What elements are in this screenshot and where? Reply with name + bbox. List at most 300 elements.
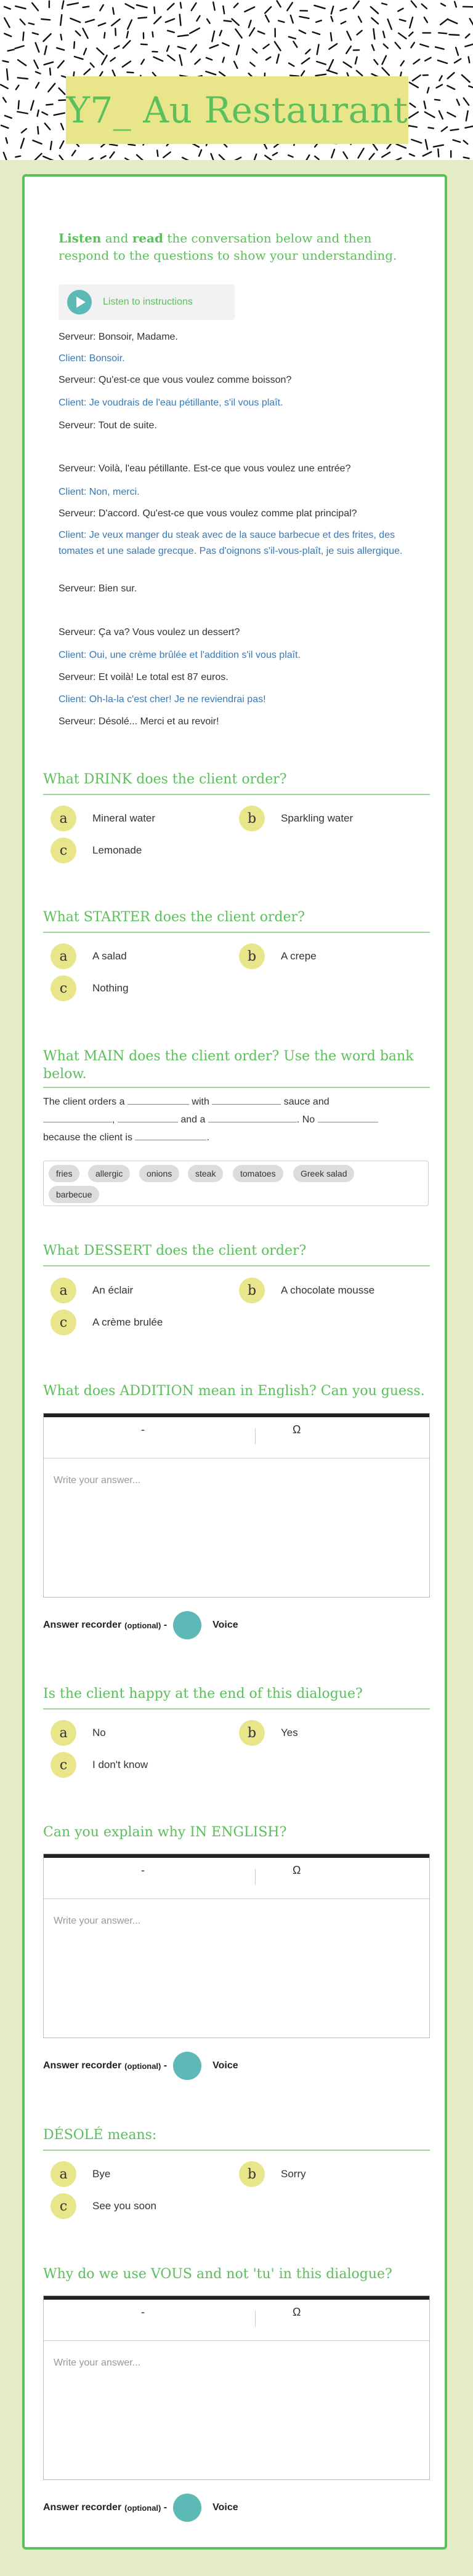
confetti-dash xyxy=(99,23,105,26)
blank-input[interactable] xyxy=(318,1111,378,1122)
option-q6-c[interactable] xyxy=(51,1752,148,1778)
blank-input[interactable] xyxy=(208,1111,297,1122)
answer-placeholder: Write your answer... xyxy=(54,2358,141,2368)
toolbar-divider xyxy=(255,1869,256,1885)
special-characters-icon[interactable]: Ω xyxy=(293,2306,301,2318)
confetti-dash xyxy=(287,2,293,10)
confetti-dash xyxy=(125,158,130,160)
confetti-dash xyxy=(448,20,457,23)
confetti-dash xyxy=(154,17,161,23)
confetti-dash xyxy=(86,158,92,160)
confetti-dash xyxy=(15,156,20,158)
answer-editor[interactable] xyxy=(43,1413,430,1598)
confetti-dash xyxy=(91,63,94,67)
confetti-dash xyxy=(329,44,337,49)
answer-placeholder: Write your answer... xyxy=(54,1475,141,1486)
confetti-dash xyxy=(168,4,174,10)
special-characters-icon[interactable]: Ω xyxy=(293,1864,301,1876)
option-label: Mineral water xyxy=(92,812,156,824)
confetti-dash xyxy=(16,86,19,90)
question-title-explain: Can you explain why IN ENGLISH? xyxy=(43,1825,287,1840)
confetti-dash xyxy=(346,46,351,54)
confetti-dash xyxy=(245,7,254,12)
option-q8-b[interactable] xyxy=(239,2161,306,2187)
confetti-dash xyxy=(36,72,41,74)
blank-input[interactable] xyxy=(212,1093,281,1105)
confetti-dash xyxy=(464,158,469,159)
confetti-dash xyxy=(219,72,225,76)
confetti-dash xyxy=(212,31,214,42)
confetti-dash xyxy=(331,150,334,158)
confetti-dash xyxy=(32,3,38,10)
record-voice-button[interactable] xyxy=(173,2052,201,2080)
confetti-dash xyxy=(401,61,404,66)
confetti-dash xyxy=(411,42,414,47)
intro-listen: Listen xyxy=(59,231,102,246)
confetti-dash xyxy=(195,59,200,64)
confetti-dash xyxy=(102,55,107,65)
word-chip[interactable]: steak xyxy=(188,1165,223,1182)
confetti-dash xyxy=(426,140,427,149)
option-label: Sparkling water xyxy=(281,812,354,824)
option-letter-badge: b xyxy=(239,2161,265,2187)
confetti-dash xyxy=(54,113,65,116)
option-letter-badge: c xyxy=(51,975,76,1001)
confetti-dash xyxy=(235,158,241,160)
confetti-dash xyxy=(249,28,254,36)
option-letter-badge: a xyxy=(51,1278,76,1303)
confetti-dash xyxy=(382,153,390,158)
confetti-dash xyxy=(413,60,419,64)
confetti-dash xyxy=(126,4,134,8)
confetti-dash xyxy=(434,145,443,147)
option-q8-a[interactable] xyxy=(51,2161,110,2187)
confetti-dash xyxy=(371,7,378,14)
option-q6-b[interactable] xyxy=(239,1720,298,1746)
confetti-dash xyxy=(400,20,406,22)
confetti-dash xyxy=(439,76,442,81)
question-divider xyxy=(43,2150,430,2151)
confetti-dash xyxy=(59,88,65,94)
option-q4-a[interactable] xyxy=(51,1278,133,1303)
confetti-dash xyxy=(196,16,200,21)
confetti-dash xyxy=(449,34,459,35)
confetti-dash xyxy=(101,156,106,158)
option-q1-a[interactable] xyxy=(51,806,155,831)
confetti-dash xyxy=(4,153,7,160)
confetti-dash xyxy=(448,73,455,79)
header-banner xyxy=(0,0,473,160)
confetti-dash xyxy=(394,158,402,160)
confetti-dash xyxy=(372,45,374,50)
option-label: Sorry xyxy=(281,2168,306,2180)
confetti-dash xyxy=(289,37,296,39)
recorder-dash: - xyxy=(163,2060,168,2071)
confetti-dash xyxy=(113,70,115,76)
confetti-dash xyxy=(58,61,64,68)
voice-label: Voice xyxy=(212,2502,238,2513)
recorder-label: Answer recorder xyxy=(43,1620,122,1630)
record-voice-button[interactable] xyxy=(173,2494,201,2522)
confetti-dash xyxy=(223,6,224,14)
confetti-dash xyxy=(357,71,362,76)
confetti-dash xyxy=(33,33,38,34)
blank-input[interactable] xyxy=(43,1111,112,1122)
option-q4-c[interactable] xyxy=(51,1310,163,1335)
listen-instructions-button[interactable] xyxy=(59,284,235,320)
listen-label: Listen to instructions xyxy=(103,297,193,307)
confetti-dash xyxy=(36,82,39,88)
confetti-dash xyxy=(111,19,120,26)
confetti-dash xyxy=(48,84,55,92)
confetti-dash xyxy=(232,19,239,25)
question-title-drink: What DRINK does the client order? xyxy=(43,772,287,787)
confetti-dash xyxy=(265,156,271,160)
cloze-text: with xyxy=(192,1097,209,1107)
word-chip[interactable]: Greek salad xyxy=(293,1165,354,1182)
intro-and: and xyxy=(101,231,132,246)
confetti-dash xyxy=(424,102,426,109)
confetti-dash xyxy=(435,47,444,49)
confetti-dash xyxy=(370,154,374,159)
confetti-dash xyxy=(207,19,210,23)
confetti-dash xyxy=(265,15,269,22)
confetti-dash xyxy=(275,42,281,50)
confetti-dash xyxy=(180,55,182,65)
confetti-dash xyxy=(137,155,145,160)
intro-instructions xyxy=(59,230,422,264)
minus-icon[interactable]: - xyxy=(141,2306,145,2318)
confetti-dash xyxy=(249,20,251,27)
option-label: I don't know xyxy=(92,1759,148,1770)
confetti-dash xyxy=(220,31,222,36)
confetti-dash xyxy=(451,129,459,130)
cloze-text: and a xyxy=(180,1114,206,1125)
confetti-dash xyxy=(469,57,470,63)
confetti-dash xyxy=(168,31,174,33)
answer-placeholder: Write your answer... xyxy=(54,1916,141,1926)
confetti-dash xyxy=(265,7,271,13)
option-label: Bye xyxy=(92,2168,111,2180)
confetti-dash xyxy=(60,141,63,148)
recorder-optional: (optional) xyxy=(124,1620,161,1630)
confetti-dash xyxy=(29,23,34,25)
confetti-dash xyxy=(115,28,116,35)
confetti-dash xyxy=(167,46,169,52)
cloze-text: because the client is xyxy=(43,1132,132,1143)
confetti-dash xyxy=(43,156,53,160)
confetti-dash xyxy=(453,140,461,142)
confetti-dash xyxy=(222,43,228,46)
confetti-dash xyxy=(46,104,53,105)
confetti-dash xyxy=(15,6,25,9)
option-letter-badge: b xyxy=(239,1278,265,1303)
dialogue-line: Serveur: Bonsoir, Madame. xyxy=(59,332,178,342)
confetti-dash xyxy=(31,101,33,110)
confetti-dash xyxy=(409,112,418,118)
confetti-dash xyxy=(455,2,456,7)
confetti-dash xyxy=(182,158,189,160)
confetti-dash xyxy=(438,60,447,63)
option-label: A salad xyxy=(92,950,127,962)
option-letter-badge: c xyxy=(51,1310,76,1335)
confetti-dash xyxy=(18,78,28,79)
confetti-dash xyxy=(45,46,47,55)
confetti-dash xyxy=(128,145,135,146)
confetti-dash xyxy=(448,113,456,117)
confetti-dash xyxy=(441,4,445,6)
confetti-dash xyxy=(18,101,19,109)
confetti-dash xyxy=(115,46,119,49)
answer-recorder xyxy=(43,2052,238,2080)
confetti-dash xyxy=(62,1,64,9)
option-q8-c[interactable] xyxy=(51,2193,156,2219)
confetti-dash xyxy=(358,148,364,158)
editor-toolbar xyxy=(44,2296,429,2341)
dialogue-line: Serveur: D'accord. Qu'est-ce que vous voulez comme plat principal? xyxy=(59,508,357,519)
confetti-dash xyxy=(299,17,309,18)
dialogue-line: Client: Oui, une crème brûlée et l'addition s'il vous plaît. xyxy=(59,650,301,660)
confetti-dash xyxy=(278,21,284,23)
option-label: An éclair xyxy=(92,1284,134,1296)
confetti-dash xyxy=(327,70,337,73)
confetti-dash xyxy=(470,18,473,25)
confetti-dash xyxy=(3,61,9,62)
word-chip[interactable]: barbecue xyxy=(49,1186,99,1203)
confetti-dash xyxy=(33,140,41,144)
confetti-dash xyxy=(277,1,281,7)
confetti-dash xyxy=(425,112,435,118)
confetti-dash xyxy=(466,34,470,38)
option-q1-c[interactable] xyxy=(51,838,142,863)
confetti-dash xyxy=(410,17,413,28)
confetti-dash xyxy=(299,30,305,33)
record-voice-button[interactable] xyxy=(173,1611,201,1639)
confetti-dash xyxy=(57,48,64,50)
option-letter-badge: a xyxy=(51,2161,76,2187)
confetti-dash xyxy=(301,71,304,76)
confetti-dash xyxy=(75,57,83,59)
confetti-dash xyxy=(398,9,403,12)
confetti-dash xyxy=(235,29,241,38)
confetti-dash xyxy=(104,33,105,38)
option-letter-badge: c xyxy=(51,838,76,863)
recorder-optional: (optional) xyxy=(124,2503,161,2513)
confetti-dash xyxy=(428,127,434,128)
confetti-dash xyxy=(213,2,215,10)
confetti-dash xyxy=(234,4,238,8)
option-q1-b[interactable] xyxy=(239,806,353,831)
word-chip[interactable]: tomatoes xyxy=(233,1165,283,1182)
confetti-dash xyxy=(250,63,254,66)
confetti-dash xyxy=(388,19,392,29)
play-icon xyxy=(67,290,92,314)
dialogue-line: Client: Bonsoir. xyxy=(59,353,125,364)
option-label: Nothing xyxy=(92,982,129,994)
editor-toolbar xyxy=(44,1854,429,1899)
confetti-dash xyxy=(178,47,185,49)
confetti-dash xyxy=(76,31,80,36)
recorder-label: Answer recorder xyxy=(43,2502,122,2513)
word-chip[interactable]: fries xyxy=(49,1165,79,1182)
confetti-dash xyxy=(289,63,294,66)
option-label: See you soon xyxy=(92,2200,156,2212)
confetti-dash xyxy=(383,31,385,38)
confetti-dash xyxy=(123,62,131,67)
confetti-dash xyxy=(316,74,326,76)
cloze-text: The client orders a xyxy=(43,1097,125,1107)
confetti-dash xyxy=(86,20,94,22)
confetti-dash xyxy=(382,56,386,65)
recorder-optional: (optional) xyxy=(124,2061,161,2071)
recorder-label: Answer recorder xyxy=(43,2060,122,2071)
confetti-dash xyxy=(234,62,237,68)
confetti-dash xyxy=(355,57,357,64)
blank-input[interactable] xyxy=(118,1111,178,1122)
confetti-dash xyxy=(382,68,389,75)
question-divider xyxy=(43,1265,430,1266)
option-q2-c[interactable] xyxy=(51,975,129,1001)
word-chip[interactable]: allergic xyxy=(88,1165,130,1182)
confetti-dash xyxy=(293,41,297,47)
confetti-dash xyxy=(341,22,346,24)
confetti-dash xyxy=(277,54,279,63)
confetti-dash xyxy=(258,31,265,34)
confetti-dash xyxy=(219,155,225,160)
confetti-dash xyxy=(343,152,347,158)
confetti-dash xyxy=(110,152,115,158)
confetti-dash xyxy=(425,58,431,61)
confetti-dash xyxy=(424,17,427,22)
voice-label: Voice xyxy=(212,1620,238,1630)
option-q6-a[interactable] xyxy=(51,1720,106,1746)
confetti-dash xyxy=(42,112,47,114)
blank-input[interactable] xyxy=(127,1093,189,1105)
confetti-dash xyxy=(83,28,88,38)
confetti-dash xyxy=(34,154,42,160)
confetti-dash xyxy=(38,110,39,116)
dialogue-line: Client: Je voudrais de l'eau pétillante, s'il vous plaît. xyxy=(59,398,283,408)
recorder-dash: - xyxy=(163,1620,168,1630)
intro-read: read xyxy=(132,231,163,246)
confetti-dash xyxy=(15,46,24,49)
confetti-dash xyxy=(7,69,8,79)
confetti-dash xyxy=(43,34,51,41)
confetti-dash xyxy=(439,111,443,119)
confetti-dash xyxy=(70,18,80,22)
confetti-dash xyxy=(4,7,10,9)
question-title-desole: DÉSOLÉ means: xyxy=(43,2127,157,2143)
cloze-text: sauce and xyxy=(283,1097,329,1107)
confetti-dash xyxy=(100,5,103,10)
confetti-dash xyxy=(163,152,170,158)
editor-toolbar xyxy=(44,1414,429,1458)
confetti-dash xyxy=(382,3,387,4)
confetti-dash xyxy=(127,72,133,73)
title-box xyxy=(66,76,408,144)
confetti-dash xyxy=(17,112,28,114)
confetti-dash xyxy=(1,85,8,89)
confetti-dash xyxy=(411,1,416,7)
blank-input[interactable] xyxy=(135,1129,206,1140)
confetti-dash xyxy=(410,154,414,156)
answer-recorder xyxy=(43,1611,238,1639)
confetti-dash xyxy=(199,150,201,156)
confetti-dash xyxy=(331,6,333,14)
confetti-dash xyxy=(317,62,326,65)
confetti-dash xyxy=(44,62,54,65)
confetti-dash xyxy=(344,62,352,68)
confetti-dash xyxy=(456,47,458,55)
confetti-dash xyxy=(127,20,132,30)
confetti-dash xyxy=(266,57,270,60)
question-title-dessert: What DESSERT does the client order? xyxy=(43,1243,307,1258)
question-title-vous: Why do we use VOUS and not 'tu' in this dialogue? xyxy=(43,2266,392,2282)
confetti-dash xyxy=(141,60,144,65)
confetti-dash xyxy=(84,49,86,55)
option-label: A chocolate mousse xyxy=(281,1284,375,1296)
confetti-dash xyxy=(395,42,400,49)
confetti-dash xyxy=(190,28,200,34)
confetti-dash xyxy=(314,6,325,9)
toolbar-divider xyxy=(255,1428,256,1444)
question-title-happy: Is the client happy at the end of this dialogue? xyxy=(43,1686,363,1702)
option-letter-badge: a xyxy=(51,1720,76,1746)
confetti-dash xyxy=(223,57,224,62)
confetti-dash xyxy=(5,116,12,118)
option-q2-a[interactable] xyxy=(51,943,127,969)
word-chip[interactable]: onions xyxy=(139,1165,179,1182)
confetti-dash xyxy=(168,55,174,61)
confetti-dash xyxy=(97,48,103,54)
confetti-dash xyxy=(442,127,447,131)
confetti-dash xyxy=(45,123,51,129)
option-letter-badge: a xyxy=(51,943,76,969)
minus-icon[interactable]: - xyxy=(141,1864,145,1876)
answer-recorder xyxy=(43,2494,238,2522)
confetti-dash xyxy=(413,75,421,81)
confetti-dash xyxy=(315,156,319,159)
confetti-dash xyxy=(288,155,293,157)
special-characters-icon[interactable]: Ω xyxy=(293,1423,301,1436)
confetti-dash xyxy=(411,140,421,143)
confetti-dash xyxy=(253,49,257,53)
option-label: No xyxy=(92,1727,106,1738)
confetti-dash xyxy=(110,145,117,146)
minus-icon[interactable]: - xyxy=(141,1423,145,1436)
option-letter-badge: b xyxy=(239,806,265,831)
cloze-text: . xyxy=(206,1132,209,1143)
cloze-text: . No xyxy=(296,1114,315,1125)
dialogue-line: Client: Non, merci. xyxy=(59,487,140,497)
option-q2-b[interactable] xyxy=(239,943,317,969)
confetti-dash xyxy=(465,126,473,128)
confetti-dash xyxy=(410,103,415,107)
option-label: A crepe xyxy=(281,950,317,962)
confetti-dash xyxy=(154,7,155,14)
confetti-dash xyxy=(51,142,52,150)
answer-editor[interactable] xyxy=(43,1854,430,2038)
confetti-dash xyxy=(4,18,9,27)
answer-editor[interactable] xyxy=(43,2295,430,2480)
confetti-dash xyxy=(192,3,196,10)
confetti-dash xyxy=(236,46,239,55)
confetti-dash xyxy=(440,19,448,25)
confetti-dash xyxy=(317,45,319,55)
confetti-dash xyxy=(84,69,91,74)
option-q4-b[interactable] xyxy=(239,1278,374,1303)
confetti-dash xyxy=(331,17,333,22)
